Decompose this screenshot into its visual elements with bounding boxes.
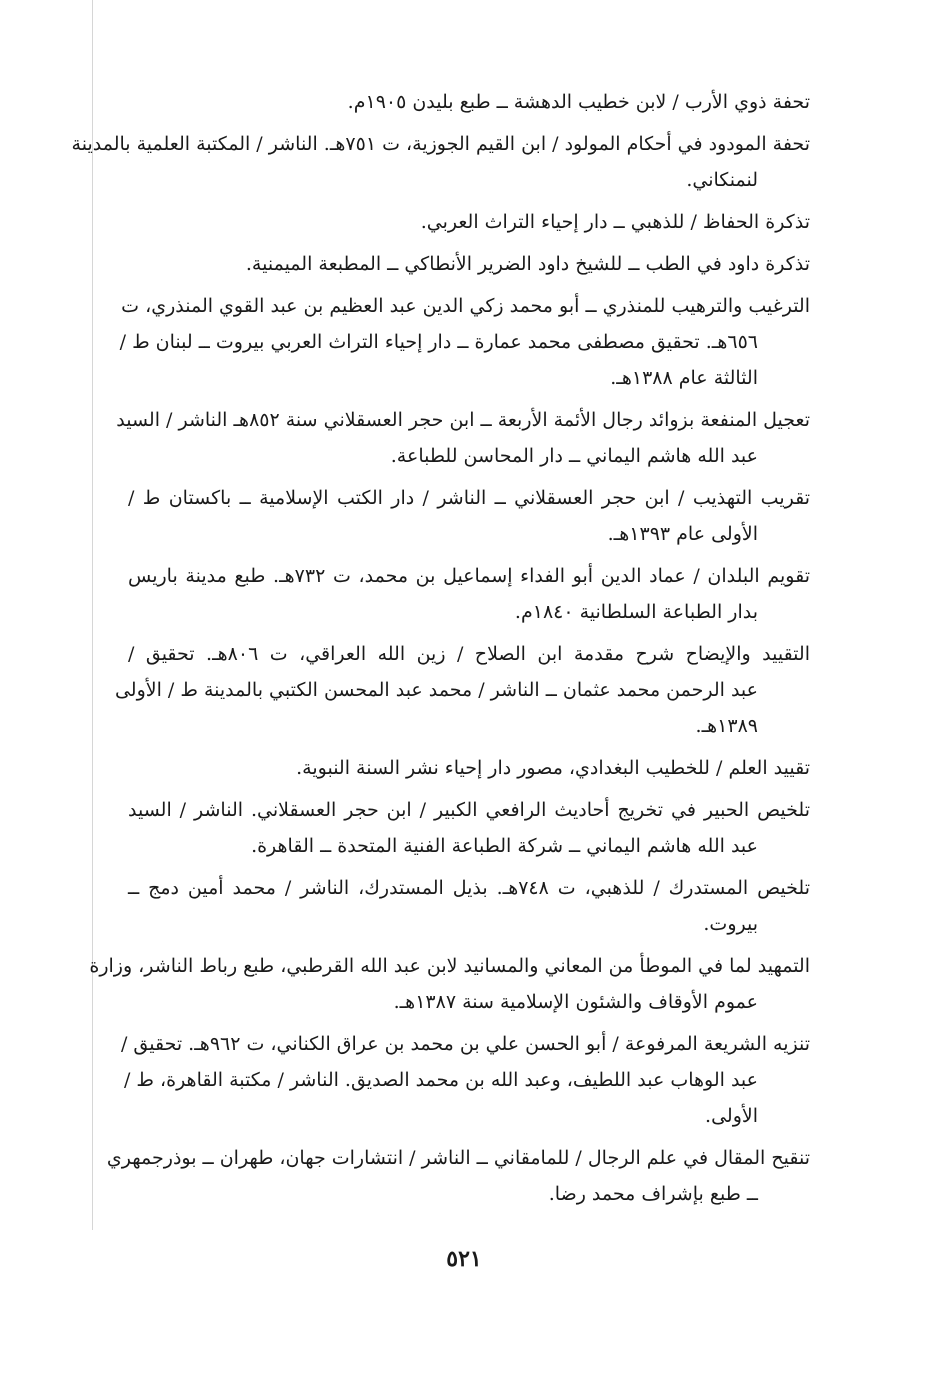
bibliography-entry: [120, 1026, 810, 1134]
entry-line: تحفة المودود في أحكام المولود / ابن القيم الجوزية، ت ٧٥١هـ. الناشر / المكتبة العلمية بالمدينة: [71, 133, 810, 155]
bibliography-entry: [128, 792, 810, 864]
entry-line: التقييد والإيضاح شرح مقدمة ابن الصلاح / زين الله العراقي، ت ٨٠٦هـ. تحقيق /: [128, 643, 810, 665]
entry-line: عبد الله هاشم اليماني ــ شركة الطباعة الفنية المتحدة ــ القاهرة.: [251, 835, 758, 857]
entry-line: لنمنكاني.: [686, 169, 758, 191]
entry-line: تلخيص المستدرك / للذهبي، ت ٧٤٨هـ. بذيل المستدرك، الناشر / محمد أمين دمج ــ: [128, 877, 810, 899]
entry-line: الثالثة عام ١٣٨٨هـ.: [610, 367, 758, 389]
entry-line: تحفة ذوي الأرب / لابن خطيب الدهشة ــ طبع بليدن ١٩٠٥م.: [347, 91, 810, 113]
entry-line: تلخيص الحبير في تخريج أحاديث الرافعي الكبير / ابن حجر العسقلاني. الناشر / السيد: [128, 799, 810, 821]
entry-line: تذكرة الحفاظ / للذهبي ــ دار إحياء التراث العربي.: [420, 211, 810, 233]
bibliography-entry: [106, 1140, 810, 1212]
entry-line: عبد الرحمن محمد عثمان ــ الناشر / محمد عبد المحسن الكتبي بالمدينة ط / الأولى: [114, 679, 758, 701]
entry-line: عبد الوهاب عبد اللطيف، وعبد الله بن محمد الصديق. الناشر / مكتبة القاهرة، ط /: [123, 1069, 758, 1091]
entry-line: ١٣٨٩هـ.: [695, 715, 758, 737]
bibliography-entry: [128, 750, 810, 786]
entry-line: تقييد العلم / للخطيب البغدادي، مصور دار إحياء نشر السنة النبوية.: [296, 757, 810, 779]
entry-line: التمهيد لما في الموطأ من المعاني والمسانيد لابن عبد الله القرطبي، طبع رباط الناشر، وزارة: [89, 955, 810, 977]
entry-line: الأولى عام ١٣٩٣هـ.: [607, 523, 758, 545]
entry-line: الأولى.: [705, 1105, 758, 1127]
entry-line: بدار الطباعة السلطانية ١٨٤٠م.: [514, 601, 758, 623]
bibliography-entry: [89, 948, 810, 1020]
entry-line: تنقيح المقال في علم الرجال / للمامقاني ــ الناشر / انتشارات جهان، طهران ــ بوذرجمهري: [106, 1147, 810, 1169]
entry-line: تعجيل المنفعة بزوائد رجال الأئمة الأربعة ــ ابن حجر العسقلاني سنة ٨٥٢هـ الناشر / السيد: [116, 409, 810, 431]
entry-line: عبد الله هاشم اليماني ــ دار المحاسن للطباعة.: [390, 445, 758, 467]
bibliography-entry: [116, 402, 810, 474]
bibliography-entry: [128, 246, 810, 282]
entry-line: بيروت.: [703, 913, 758, 935]
entry-line: ــ طبع بإشراف محمد رضا.: [548, 1183, 758, 1205]
entry-line: تذكرة داود في الطب ــ للشيخ داود الضرير الأنطاكي ــ المطبعة الميمنية.: [245, 253, 810, 275]
bibliography-entry: [114, 636, 810, 744]
bibliography-entry: [128, 480, 810, 552]
bibliography-entry: [128, 84, 810, 120]
entry-line: ٦٥٦هـ. تحقيق مصطفى محمد عمارة ــ دار إحياء التراث العربي بيروت ــ لبنان ط /: [119, 331, 758, 353]
bibliography-page: [71, 84, 810, 1218]
bibliography-entry: [119, 288, 810, 396]
page-number: ٥٢١: [446, 1246, 482, 1272]
entry-line: الترغيب والترهيب للمنذري ــ أبو محمد زكي الدين عبد العظيم بن عبد القوي المنذري، ت: [121, 295, 810, 317]
entry-line: تنزيه الشريعة المرفوعة / أبو الحسن علي بن محمد بن عراق الكناني، ت ٩٦٢هـ. تحقيق /: [120, 1033, 810, 1055]
bibliography-entry: [128, 204, 810, 240]
entry-line: تقويم البلدان / عماد الدين أبو الفداء إسماعيل بن محمد، ت ٧٣٢هـ. طبع مدينة باريس: [128, 565, 810, 587]
bibliography-entry: [128, 558, 810, 630]
bibliography-entry: [128, 870, 810, 942]
entry-line: تقريب التهذيب / ابن حجر العسقلاني ــ الناشر / دار الكتب الإسلامية ــ باكستان ط /: [128, 487, 810, 509]
bibliography-entry: [71, 126, 810, 198]
entry-line: عموم الأوقاف والشئون الإسلامية سنة ١٣٨٧هـ.: [393, 991, 758, 1013]
page-gutter-line: [92, 0, 93, 1230]
